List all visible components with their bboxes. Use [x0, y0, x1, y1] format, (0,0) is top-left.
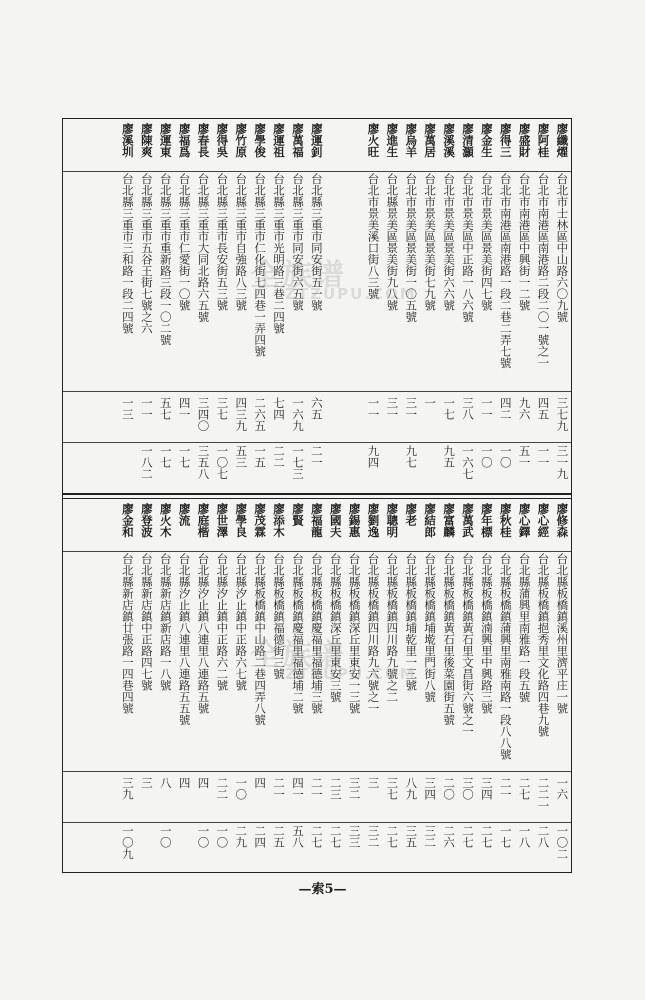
directory-entry: [118, 499, 137, 873]
entry-name: 廖茂霖: [253, 503, 268, 538]
entry-name: 廖阿桂: [536, 123, 551, 158]
entry-phone-secondary: 一五: [253, 445, 268, 468]
entry-address: 台北縣板橋鎮四川路九六號之一: [366, 553, 381, 714]
entry-phone-secondary: 一〇二: [555, 825, 570, 860]
directory-entry: [174, 119, 193, 493]
entry-address: 台北縣三重市自強路八三號: [234, 173, 249, 311]
entry-phone-primary: 三七: [385, 777, 400, 800]
entry-phone-secondary: 二七: [385, 825, 400, 848]
directory-entry: [363, 119, 382, 493]
entry-phone-secondary: 二九: [234, 825, 249, 848]
entry-address: 台北縣板橋鎮埔乾里一三號: [404, 553, 419, 691]
entry-address: 台北縣三重市長安街五三號: [215, 173, 230, 311]
entry-phone-secondary: 二七: [309, 825, 324, 848]
entry-name: 廖錫惠: [347, 503, 362, 538]
directory-entry: [439, 499, 458, 873]
entry-name: 廖修森: [555, 503, 570, 538]
directory-entry: [212, 499, 231, 873]
entry-phone-primary: 二二: [215, 777, 230, 800]
entry-name: 廖火旺: [366, 123, 381, 158]
entry-phone-primary: 四: [253, 777, 268, 789]
bottom-section: [63, 499, 571, 873]
entry-address: 台北縣汐止鎮八連里八連路五號: [196, 553, 211, 714]
entry-name: 廖溪圳: [120, 123, 135, 158]
entry-phone-primary: 三: [139, 777, 154, 789]
entry-phone-secondary: 五三: [234, 445, 249, 468]
entry-phone-secondary: 二七: [460, 825, 475, 848]
entry-address: 台北市景美區景美街六六號: [442, 173, 457, 311]
entry-phone-primary: 三一: [404, 397, 419, 420]
directory-entry: [477, 499, 496, 873]
entry-address: 台北縣三重市大同北路六五號: [196, 173, 211, 323]
entry-address: 台北縣板橋鎮溪州里濟平庄一號: [555, 553, 570, 714]
directory-entry: [552, 499, 571, 873]
entry-phone-primary: 一: [423, 397, 438, 409]
entry-phone-secondary: 三二: [366, 825, 381, 848]
directory-entry: [269, 499, 288, 873]
entry-name: 廖纖燿: [555, 123, 570, 158]
directory-entry: [250, 119, 269, 493]
entry-phone-primary: 四三九: [234, 397, 249, 432]
entry-name: 廖國夫: [328, 503, 343, 538]
entry-phone-primary: 二一: [309, 777, 324, 800]
entry-phone-secondary: 一〇: [498, 445, 513, 468]
entry-phone-secondary: 二一: [309, 445, 324, 468]
entry-address: 台北縣三重市光明路三巷二四號: [272, 173, 287, 334]
directory-entry: [212, 119, 231, 493]
entry-name: 廖庭楷: [196, 503, 211, 538]
entry-address: 台北縣三重市重新路三段一〇二號: [158, 173, 173, 346]
entry-address: 台北縣三重市仁愛街一〇號: [177, 173, 192, 311]
entry-name: 廖金和: [120, 503, 135, 538]
entry-phone-primary: 五七: [158, 397, 173, 420]
entry-phone-secondary: 二五: [272, 825, 287, 848]
entry-phone-primary: 三二: [347, 777, 362, 800]
entry-phone-primary: 三四: [423, 777, 438, 800]
entry-phone-primary: 一三: [120, 397, 135, 420]
entry-address: 台北縣新店鎮廿張路一四巷四號: [120, 553, 135, 714]
bottom-columns: [118, 499, 571, 873]
watermark-text: 全族谱: [250, 638, 346, 673]
directory-entry: [118, 119, 137, 493]
entry-phone-primary: 四一: [290, 777, 305, 800]
entry-phone-primary: 八: [158, 777, 173, 789]
entry-phone-primary: 一一: [366, 397, 381, 420]
directory-entry: [137, 499, 156, 873]
entry-phone-primary: 八九: [404, 777, 419, 800]
entry-address: 台北縣板橋鎮深丘里東安一三號: [347, 553, 362, 714]
entry-phone-primary: 三九: [120, 777, 135, 800]
entry-phone-secondary: 三五: [404, 825, 419, 848]
directory-entry: [193, 499, 212, 873]
entry-name: 廖運東: [158, 123, 173, 158]
entry-phone-primary: 九六: [517, 397, 532, 420]
entry-phone-primary: 一一: [479, 397, 494, 420]
entry-address: 台北市景美區景美街四七號: [479, 173, 494, 311]
entry-phone-primary: 七四: [272, 397, 287, 420]
entry-address: 台北市南港區南港路二段二〇一號之一: [536, 173, 551, 369]
entry-address: 台北縣新店鎮中正路四七號: [139, 553, 154, 691]
entry-address: 台北縣板橋鎮湳興里中興路三號: [479, 553, 494, 714]
directory-entry: [495, 499, 514, 873]
entry-phone-secondary: 一七三: [290, 445, 305, 480]
entry-phone-secondary: 一〇: [215, 825, 230, 848]
entry-address: 台北縣板橋鎮四川路九號之二: [385, 553, 400, 703]
entry-address: 台北縣板橋鎮蒲興里南雅南路一段八八號: [498, 553, 513, 760]
entry-name: 廖結郎: [423, 503, 438, 538]
entry-name: 廖萬武: [460, 503, 475, 538]
entry-name: 廖聰明: [385, 503, 400, 538]
entry-phone-secondary: 九四: [366, 445, 381, 468]
entry-address: 台北縣板橋鎮深丘里東安三號: [328, 553, 343, 703]
entry-phone-secondary: 二七: [479, 825, 494, 848]
directory-entry: [325, 119, 344, 493]
entry-phone-primary: 一七: [442, 397, 457, 420]
entry-name: 廖添木: [272, 503, 287, 538]
entry-name: 廖劉逸: [366, 503, 381, 538]
entry-name: 廖竹原: [234, 123, 249, 158]
entry-phone-secondary: 二二: [272, 445, 287, 468]
entry-phone-secondary: 一一: [536, 445, 551, 468]
entry-name: 廖運釗: [309, 123, 324, 158]
entry-name: 廖進生: [385, 123, 400, 158]
entry-phone-primary: 四: [177, 777, 192, 789]
entry-name: 廖春長: [196, 123, 211, 158]
entry-name: 廖得吳: [215, 123, 230, 158]
entry-address: 台北縣景美區景美街九八號: [385, 173, 400, 311]
entry-phone-primary: 四一: [177, 397, 192, 420]
entry-address: 台北市景美區景美街七九號: [423, 173, 438, 311]
directory-entry: [382, 499, 401, 873]
entry-name: 廖富麟: [442, 503, 457, 538]
directory-entry: [231, 499, 250, 873]
entry-name: 廖心經: [536, 503, 551, 538]
entry-address: 台北縣板橋鎮埔墘里門街八號: [423, 553, 438, 703]
entry-phone-secondary: 一七: [158, 445, 173, 468]
entry-name: 廖運祖: [272, 123, 287, 158]
entry-address: 台北縣新店鎮新店路一八號: [158, 553, 173, 691]
entry-phone-secondary: 一〇九: [120, 825, 135, 860]
entry-name: 廖世澤: [215, 503, 230, 538]
entry-address: 台北縣三重市同安街五一號: [309, 173, 324, 311]
entry-address: 台北市景美區中正路一八六號: [460, 173, 475, 323]
entry-phone-secondary: 一〇七: [215, 445, 230, 480]
entry-name: 廖福爲: [177, 123, 192, 158]
directory-entry: [193, 119, 212, 493]
entry-phone-secondary: 九七: [404, 445, 419, 468]
entry-name: 廖秋桂: [498, 503, 513, 538]
entry-phone-secondary: 五八: [290, 825, 305, 848]
entry-phone-primary: 二三: [328, 777, 343, 800]
entry-name: 廖賢: [290, 503, 305, 526]
directory-entry: [514, 119, 533, 493]
entry-name: 廖福龍: [309, 503, 324, 538]
entry-phone-secondary: 一〇: [479, 445, 494, 468]
entry-phone-primary: 四二: [498, 397, 513, 420]
entry-address: 台北縣蒲興里南雅路一段五號: [517, 553, 532, 703]
entry-address: 台北市景美溪口街八三號: [366, 173, 381, 300]
watermark-text: 全族谱: [250, 258, 346, 293]
directory-entry: [250, 499, 269, 873]
entry-phone-primary: 三七: [215, 397, 230, 420]
entry-address: 台北縣板橋鎮慶福里福德埔三號: [309, 553, 324, 714]
entry-phone-secondary: 二七: [328, 825, 343, 848]
entry-name: 廖烏羊: [404, 123, 419, 158]
directory-frame: [62, 118, 572, 873]
directory-entry: [401, 119, 420, 493]
entry-address: 台北縣板橋鎮慶福里福德埔二號: [290, 553, 305, 714]
entry-phone-primary: 一六: [555, 777, 570, 800]
entry-address: 台北縣汐止鎮八連里八連路五五號: [177, 553, 192, 726]
entry-phone-secondary: 一〇: [196, 825, 211, 848]
entry-phone-primary: 四: [196, 777, 211, 789]
entry-address: 台北縣三重市同安街六五號: [290, 173, 305, 311]
entry-address: 台北縣板橋鎮黃石里文昌街六號之一: [460, 553, 475, 737]
directory-entry: [439, 119, 458, 493]
entry-phone-primary: 六五: [309, 397, 324, 420]
entry-phone-secondary: 三五八: [196, 445, 211, 480]
directory-entry: [533, 119, 552, 493]
entry-phone-secondary: 一六七: [460, 445, 475, 480]
directory-entry: [363, 499, 382, 873]
entry-phone-primary: 三四: [479, 777, 494, 800]
directory-entry: [458, 499, 477, 873]
entry-phone-primary: 三〇: [460, 777, 475, 800]
watermark-url: ZTZUPU.COM: [285, 665, 417, 683]
directory-entry: [401, 499, 420, 873]
entry-address: 台北縣板橋鎮挹秀里文化路四巷九號: [536, 553, 551, 737]
entry-address: 台北縣三重市五谷王街七號之六: [139, 173, 154, 334]
entry-name: 廖心鐸: [517, 503, 532, 538]
entry-address: 台北縣板橋鎮黃石里後菜園街五號: [442, 553, 457, 726]
entry-phone-primary: 二六五: [253, 397, 268, 432]
directory-entry: [231, 119, 250, 493]
entry-name: 廖清灝: [460, 123, 475, 158]
directory-entry: [155, 119, 174, 493]
watermark-url: ZTZUPU.COM: [285, 285, 417, 303]
entry-address: 台北市南港區南港路一段二巷二弄七號: [498, 173, 513, 369]
entry-phone-secondary: 二六: [442, 825, 457, 848]
entry-address: 台北市景美區景美街一〇五號: [404, 173, 419, 323]
directory-entry: [137, 119, 156, 493]
entry-address: 台北縣板橋鎮中山路二巷四弄八號: [253, 553, 268, 726]
directory-entry: [382, 119, 401, 493]
directory-entry: [420, 119, 439, 493]
entry-phone-primary: 二〇: [442, 777, 457, 800]
entry-name: 廖火木: [158, 503, 173, 538]
entry-name: 廖登波: [139, 503, 154, 538]
directory-entry: [344, 119, 363, 493]
entry-phone-primary: 三四〇: [196, 397, 211, 432]
entry-phone-secondary: 一七: [177, 445, 192, 468]
entry-phone-primary: 三一: [385, 397, 400, 420]
entry-phone-primary: 二二一: [536, 777, 551, 812]
entry-address: 台北縣汐止鎮中正路六二號: [215, 553, 230, 691]
directory-entry: [344, 499, 363, 873]
entry-phone-secondary: 九五: [442, 445, 457, 468]
entry-phone-secondary: 五一: [517, 445, 532, 468]
entry-name: 廖陳爽: [139, 123, 154, 158]
entry-address: 台北縣三重市三和路一段二四號: [120, 173, 135, 334]
directory-entry: [155, 499, 174, 873]
entry-phone-secondary: 三二: [423, 825, 438, 848]
directory-entry: [495, 119, 514, 493]
entry-phone-primary: 一六九: [290, 397, 305, 432]
entry-phone-primary: 一一: [139, 397, 154, 420]
top-columns: [118, 119, 571, 493]
entry-phone-primary: 二七: [517, 777, 532, 800]
entry-name: 廖老: [404, 503, 419, 526]
entry-phone-secondary: 一七: [498, 825, 513, 848]
entry-name: 廖盛財: [517, 123, 532, 158]
entry-address: 台北縣板橋鎮福德街三號: [272, 553, 287, 680]
entry-phone-primary: 一〇: [234, 777, 249, 800]
entry-name: 廖得三: [498, 123, 513, 158]
entry-name: 廖溪溪: [442, 123, 457, 158]
entry-phone-secondary: 一八二: [139, 445, 154, 480]
directory-entry: [307, 499, 326, 873]
directory-entry: [269, 119, 288, 493]
directory-entry: [514, 499, 533, 873]
entry-address: 台北縣汐止鎮中正路六七號: [234, 553, 249, 691]
directory-entry: [288, 499, 307, 873]
entry-address: 台北市士林區中山路六〇九號: [555, 173, 570, 323]
directory-entry: [420, 499, 439, 873]
directory-entry: [174, 499, 193, 873]
entry-name: 廖流: [177, 503, 192, 526]
entry-name: 廖金生: [479, 123, 494, 158]
directory-entry: [307, 119, 326, 493]
top-section: [63, 119, 571, 493]
entry-phone-primary: 三八: [460, 397, 475, 420]
entry-phone-primary: 二一: [498, 777, 513, 800]
directory-entry: [458, 119, 477, 493]
directory-entry: [477, 119, 496, 493]
entry-phone-primary: 四五: [536, 397, 551, 420]
directory-entry: [533, 499, 552, 873]
page-number: —索5—: [298, 882, 347, 897]
entry-name: 廖萬居: [423, 123, 438, 158]
entry-phone-secondary: 一〇: [158, 825, 173, 848]
entry-name: 廖萬福: [290, 123, 305, 158]
entry-phone-secondary: 二四: [253, 825, 268, 848]
entry-address: 台北市南港區中興街一二號: [517, 173, 532, 311]
entry-phone-secondary: 三一九: [555, 445, 570, 480]
entry-phone-secondary: 一八: [517, 825, 532, 848]
entry-name: 廖年標: [479, 503, 494, 538]
entry-name: 廖學俊: [253, 123, 268, 158]
entry-phone-secondary: 二八: [536, 825, 551, 848]
entry-address: 台北縣三重市仁化街七四巷一弄四號: [253, 173, 268, 357]
directory-entry: [288, 119, 307, 493]
directory-entry: [325, 499, 344, 873]
entry-phone-primary: 三七九: [555, 397, 570, 432]
directory-entry: [552, 119, 571, 493]
entry-phone-primary: 三: [366, 777, 381, 789]
entry-name: 廖學良: [234, 503, 249, 538]
entry-phone-primary: 二一: [272, 777, 287, 800]
entry-phone-secondary: 三三: [347, 825, 362, 848]
